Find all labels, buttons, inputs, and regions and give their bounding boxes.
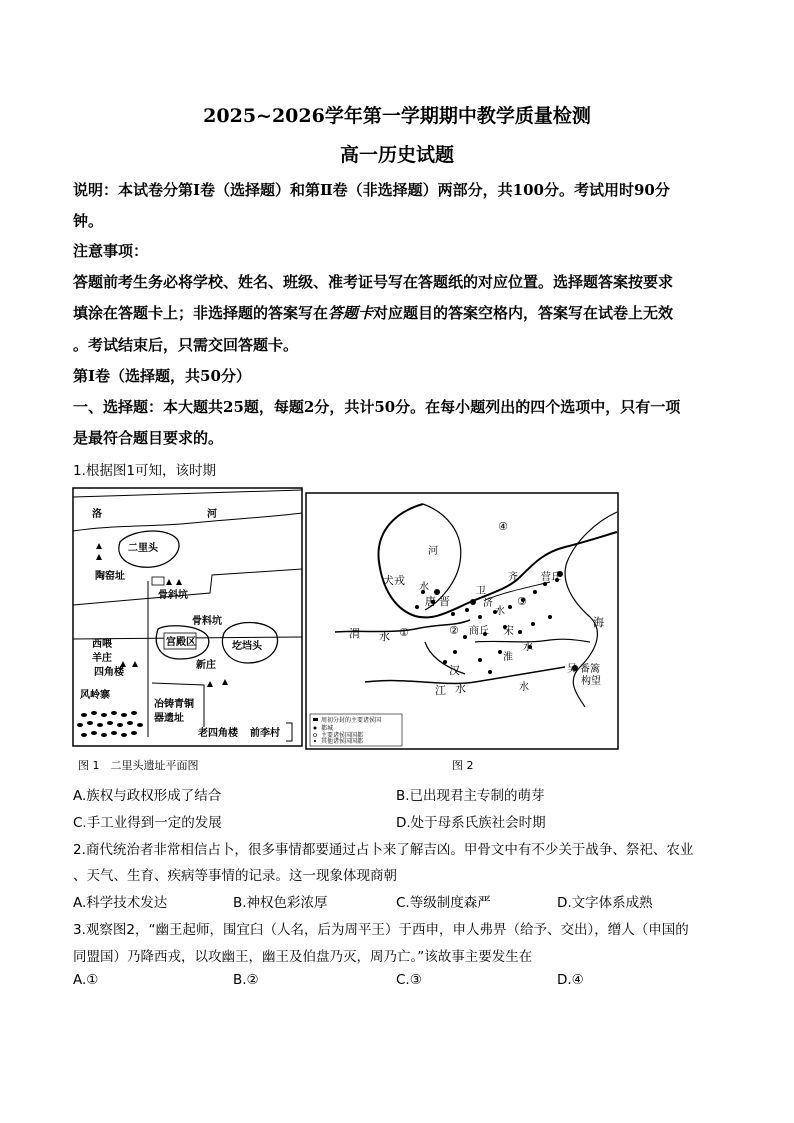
fig1-qianlicun: 前李村: [250, 728, 280, 739]
fig2-han: 汉: [449, 664, 460, 677]
q2-option-b[interactable]: B.神权色彩浓厚: [233, 895, 328, 911]
fig2-jin: 晋: [439, 595, 450, 608]
fig2-wu: 吴: [567, 664, 577, 675]
q1-option-a[interactable]: A.族权与政权形成了结合: [73, 788, 222, 804]
q2-option-d[interactable]: D.文字体系成熟: [557, 895, 653, 911]
fig2-quanrong: 犬戎: [383, 574, 405, 587]
fig2-yingqiu: 营丘: [541, 572, 561, 583]
fig2-legend: [310, 714, 402, 746]
attention-heading: 注意事项：: [73, 242, 149, 260]
fig1-bronze-line1: 冶铸青铜: [154, 699, 194, 710]
exam-subtitle: 高一历史试题: [339, 144, 454, 166]
fig1-river-label2: 河: [207, 509, 217, 520]
fig1-pottery: 陶窑址: [95, 571, 125, 582]
figure2-caption: 图 2: [452, 759, 474, 772]
figure1-caption: 图 1 二里头遗址平面图: [78, 759, 199, 772]
fig2-shui2: 水: [495, 606, 505, 617]
q3-option-a[interactable]: A.①: [73, 972, 99, 988]
fig1-erlitou: 二里头: [128, 543, 158, 554]
fig1-bronze-line2: 器遗址: [154, 713, 184, 724]
question-3-stem-line1: 3.观察图2，“幽王起师，围宜臼（人名，后为周平王）于西申，申人弗畀（给予、交出），缯人（申国的: [73, 922, 689, 938]
question-3-stem-line2: 同盟国）乃降西戎，以攻幽王，幽王及伯盘乃灭，周乃亡。”该故事主要发生在: [73, 949, 533, 965]
fig2-shui4: 水: [523, 642, 533, 653]
fig1-earth-pit: 圪垱头: [232, 641, 262, 652]
instructions-note-line1: 说明：本试卷分第Ⅰ卷（选择题）和第Ⅱ卷（非选择题）两部分，共100分。考试用时90分: [73, 181, 670, 199]
q2-option-a[interactable]: A.科学技术发达: [73, 895, 168, 911]
fig2-goumang: 构望: [581, 676, 601, 687]
q2-option-c[interactable]: C.等级制度森严: [396, 895, 491, 911]
fig2-huai: 淮: [503, 652, 513, 663]
fig1-sijiaolou: 四角楼: [94, 667, 124, 678]
fig2-c3: ③: [517, 595, 527, 608]
fig1-bone-pit: 骨斜坑: [158, 590, 188, 601]
fig2-tang: 唐: [425, 595, 436, 608]
q3-option-d[interactable]: D.④: [557, 972, 584, 988]
q1-option-b[interactable]: B.已出现君主专制的萌芽: [396, 788, 545, 804]
fig2-wei-river: 渭: [349, 627, 360, 640]
question-1-stem: 1.根据图1可知，该时期: [73, 463, 216, 479]
q1-option-c[interactable]: C.手工业得到一定的发展: [73, 815, 222, 831]
fig2-shui1: 水: [419, 582, 429, 593]
fig2-jiang: 江: [435, 684, 446, 697]
fig2-ji: 济: [483, 598, 493, 609]
fig2-c2: ②: [449, 624, 459, 637]
fig2-wei-water: 水: [379, 630, 390, 643]
fig2-legend-item-4: 其他诸侯国国都: [321, 738, 364, 745]
fig2-legend-item-1: 周初分封的主要诸侯国: [321, 717, 382, 724]
section1-heading: 第Ⅰ卷（选择题，共50分）: [73, 367, 251, 385]
fig1-old-sijiaolou: 老四角楼: [198, 728, 238, 739]
fig2-shui5: 水: [519, 682, 529, 693]
figure1-erlitou-map: [72, 487, 304, 749]
fig2-c4: ④: [498, 520, 508, 533]
fig1-bone-material-pit: 骨料坑: [192, 616, 222, 627]
q3-option-c[interactable]: C.③: [396, 972, 422, 988]
instructions-note-line2: 钟。: [73, 212, 104, 230]
fig2-he: 河: [428, 546, 438, 557]
attention-line1: 答题前考生务必将学校、姓名、班级、准考证号写在答题纸的对应位置。选择题答案按要求: [73, 273, 674, 291]
attention-line2-c: 对应题目的答案空格内，答案写在试卷上无效: [373, 304, 674, 322]
question-2-stem-line1: 2.商代统治者非常相信占卜，很多事情都要通过占卜来了解吉凶。甲骨文中有不少关于战争、祭祀、农业: [73, 842, 694, 858]
fig1-river-label: 洛: [92, 509, 102, 520]
fig2-legend-item-3: 主要诸侯国国都: [321, 732, 364, 739]
fig1-yangzhuang: 羊庄: [92, 653, 112, 664]
fig1-xinzhuang: 新庄: [196, 660, 216, 671]
fig2-hai: 海: [593, 616, 604, 629]
part1-line2: 是最符合题目要求的。: [73, 429, 224, 447]
fig2-c1: ①: [399, 626, 409, 639]
fig1-fenglingzhai: 风岭寨: [80, 690, 110, 701]
attention-line3: 。考试结束后，只需交回答题卡。: [73, 336, 299, 354]
fig2-shui3: 水: [455, 682, 466, 695]
exam-title: 2025~2026学年第一学期期中教学质量检测: [203, 105, 591, 127]
fig2-fanli: 番篱: [580, 664, 600, 675]
attention-line2-answer-card: 答题卡: [328, 304, 374, 322]
part1-line1: 一、选择题：本大题共25题，每题2分，共计50分。在每小题列出的四个选项中，只有一项: [73, 398, 681, 416]
q3-option-b[interactable]: B.②: [233, 972, 259, 988]
fig2-song: 宋: [503, 624, 514, 637]
figure2-zhou-map: [305, 492, 619, 750]
fig1-xizhai: 西喂: [92, 639, 112, 650]
fig2-shangqiu: 商丘: [469, 626, 489, 637]
fig2-wei: 卫: [476, 586, 486, 597]
fig2-legend-item-2: 都城: [321, 725, 334, 732]
attention-line2-a: 填涂在答题卡上；非选择题的答案写在: [73, 304, 329, 322]
question-2-stem-line2: 、天气、生育、疾病等事情的记录。这一现象体现商朝: [73, 868, 397, 884]
fig2-qi-river: 齐: [508, 572, 518, 583]
q1-option-d[interactable]: D.处于母系氏族社会时期: [396, 815, 546, 831]
fig1-palace: 宫殿区: [166, 637, 196, 648]
attention-line2: [73, 302, 673, 323]
